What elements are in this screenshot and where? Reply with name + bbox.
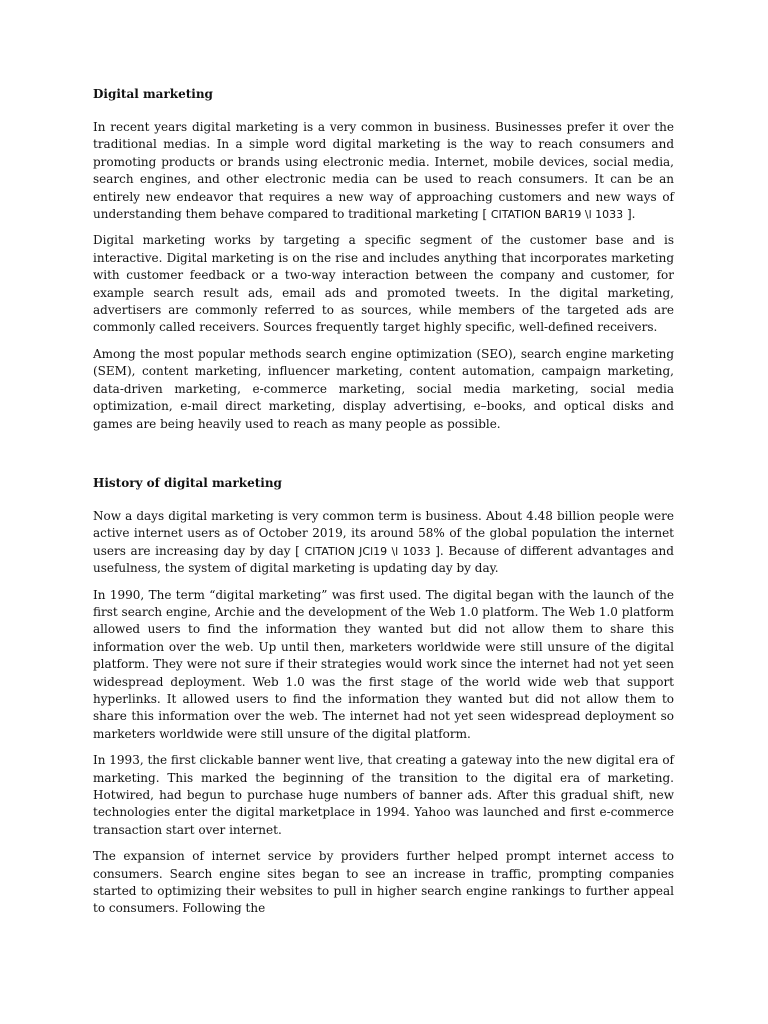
paragraph-text: In recent years digital marketing is a very common in business. Businesses prefer it over the traditional medias. In a simple word digital marketing is the way to reach consumers and promoting products or brands using electronic media. Internet, mobile devices, social media, search engines, and other electronic media can be used to reach consumers. It can be an entirely new endeavor that requires a new way of approaching customers and new ways of understanding them behave compared to traditional marketing [ [93, 120, 674, 222]
citation-field: CITATION JCl19 \l 1033 [304, 544, 431, 558]
citation-field: CITATION BAR19 \l 1033 [490, 208, 624, 222]
paragraph-intro [93, 119, 674, 223]
paragraph-text-end: ]. [626, 207, 636, 222]
paragraph-1990: In 1990, The term “digital marketing” was first used. The digital began with the launch of the first search engine, Archie and the development of the Web 1.0 platform. The Web 1.0 platform allowed users to find the information they wanted but did not allow them to share this information over the web. Up until then, marketers worldwide were still unsure of the digital platform. They were not sure if their strategies would work since the internet had not yet seen widespread deployment. Web 1.0 was the first stage of the world wide web that support hyperlinks. It allowed users to find the information they wanted but did not allow them to share this information over the web. The internet had not yet seen widespread deployment so marketers worldwide were still unsure of the digital platform. [93, 587, 674, 741]
paragraph-text-end: ]. Because of different advantages and usefulness, the system of digital marketing is updating day by day. [93, 543, 674, 576]
paragraph-expansion: The expansion of internet service by providers further helped prompt internet access to consumers. Search engine sites began to see an increase in traffic, prompting companies started to optimizing their websites to pull in higher search engine rankings to further appeal to consumers. Following the [93, 849, 674, 916]
paragraph-methods: Among the most popular methods search engine optimization (SEO), search engine marketing (SEM), content marketing, influencer marketing, content automation, campaign marketing, data-driven marketing, e-commerce marketing, social media marketing, social media optimization, e-mail direct marketing, display advertising, e–books, and optical disks and games are being heavily used to reach as many people as possible. [93, 346, 674, 431]
paragraph-text: Now a days digital marketing is very common term is business. About 4.48 billion people were active internet users as of October 2019, its around 58% of the global population the internet users are increasing day by day [ [93, 508, 674, 558]
section-spacer [93, 442, 674, 475]
section-heading-digital-marketing: Digital marketing [93, 87, 213, 101]
paragraph-1993: In 1993, the first clickable banner went live, that creating a gateway into the new digital era of marketing. This marked the beginning of the transition to the digital era of marketing. Hotwired, had begun to purchase huge numbers of banner ads. After this gradual shift, new technologies enter the digital marketplace in 1994. Yahoo was launched and first e-commerce transaction start over internet. [93, 753, 674, 837]
document-page [93, 86, 674, 927]
paragraph-history-intro [93, 508, 674, 578]
section-heading-history: History of digital marketing [93, 475, 282, 490]
paragraph-how-it-works: Digital marketing works by targeting a specific segment of the customer base and is interactive. Digital marketing is on the rise and includes anything that incorporates marketing with customer feedback or a two-way interaction between the company and customer, for example search result ads, email ads and promoted tweets. In the digital marketing, advertisers are commonly referred to as sources, while members of the targeted ads are commonly called receivers. Sources frequently target highly specific, well-defined receivers. [93, 233, 674, 335]
